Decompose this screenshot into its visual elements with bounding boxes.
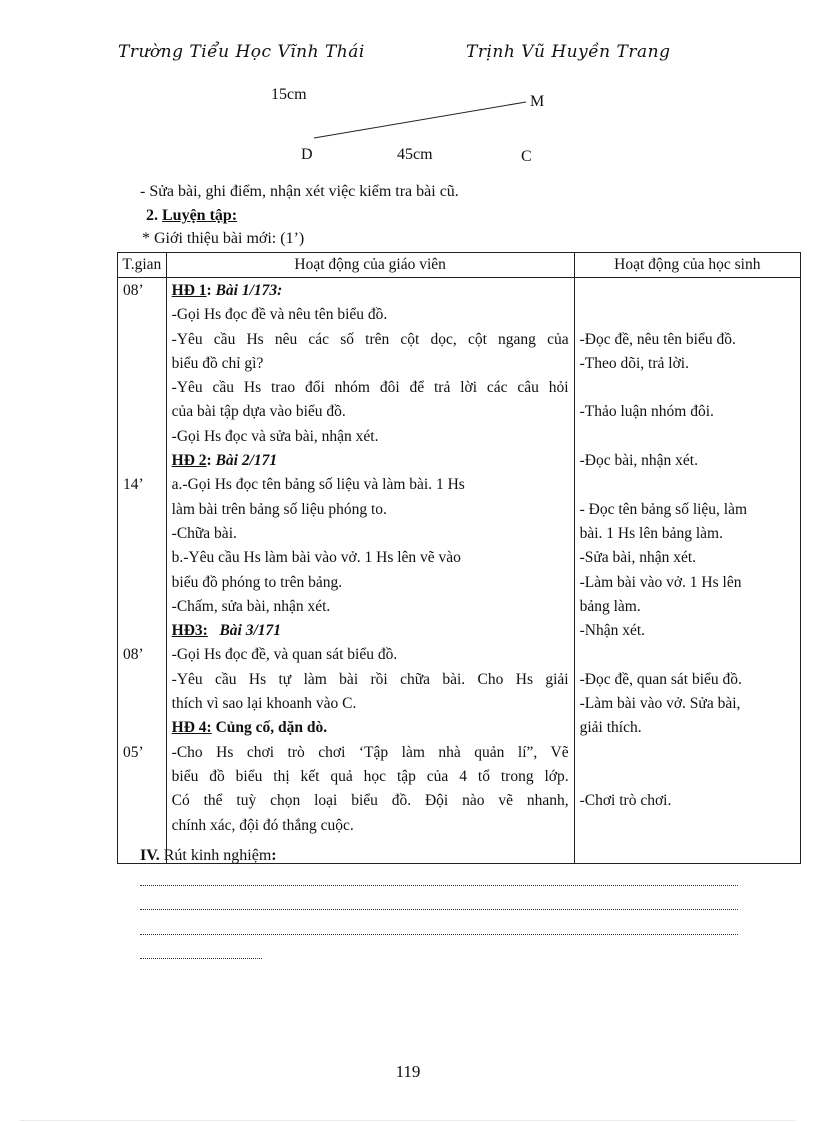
student-line: -Đọc đề, quan sát biểu đồ. bbox=[579, 670, 742, 688]
time-value bbox=[119, 449, 165, 473]
student-line: -Đọc bài, nhận xét. bbox=[579, 452, 698, 470]
teacher-line: chính xác, đội đó thắng cuộc. bbox=[171, 816, 354, 834]
page-bottom-rule bbox=[20, 1120, 796, 1121]
label-c: C bbox=[521, 148, 532, 165]
time-value bbox=[119, 546, 165, 570]
page-number: 119 bbox=[395, 1062, 421, 1081]
student-line bbox=[576, 303, 799, 327]
teacher-line: -Chữa bài. bbox=[171, 524, 237, 542]
activity-4-rest: Củng cố, dặn dò. bbox=[211, 719, 328, 737]
teacher-line: biểu đồ biểu thị kết quả học tập của 4 tổ trong lớp. bbox=[171, 767, 569, 785]
time-value bbox=[119, 400, 165, 424]
activity-1-title bbox=[168, 279, 573, 303]
activity-2-exercise: Bài 2/171 bbox=[215, 452, 278, 470]
school-name: Trường Tiểu Học Vĩnh Thái bbox=[118, 42, 365, 62]
dotted-line bbox=[140, 957, 262, 959]
teacher-line: biểu đồ phóng to trên bảng. bbox=[171, 573, 343, 591]
student-line bbox=[576, 643, 799, 667]
time-value: 08’ bbox=[123, 646, 144, 664]
time-value bbox=[119, 498, 165, 522]
time-value bbox=[119, 595, 165, 619]
student-line: -Nhận xét. bbox=[579, 622, 646, 640]
time-value bbox=[119, 619, 165, 643]
student-line bbox=[576, 814, 799, 838]
time-value bbox=[119, 571, 165, 595]
dotted-line bbox=[140, 933, 738, 935]
teacher-line: -Chấm, sửa bài, nhận xét. bbox=[171, 597, 331, 615]
teacher-line: -Gọi Hs đọc và sửa bài, nhận xét. bbox=[171, 427, 379, 445]
activity-3-title bbox=[168, 619, 573, 643]
teacher-line: -Yêu cầu Hs trao đổi nhóm đôi để trả lời các câu hỏi bbox=[171, 379, 569, 397]
student-line: -Đọc đề, nêu tên biểu đồ. bbox=[579, 330, 736, 348]
student-line: - Đọc tên bảng số liệu, làm bbox=[579, 500, 748, 518]
time-value bbox=[119, 303, 165, 327]
time-value bbox=[119, 716, 165, 740]
student-line bbox=[576, 376, 799, 400]
student-line bbox=[576, 425, 799, 449]
header-teacher: Hoạt động của giáo viên bbox=[166, 253, 574, 278]
time-value bbox=[119, 789, 165, 813]
teacher-line: -Yêu cầu Hs nêu các số trên cột dọc, cột ngang của bbox=[171, 330, 569, 348]
time-value: 05’ bbox=[123, 743, 144, 761]
time-value bbox=[119, 376, 165, 400]
label-15cm: 15cm bbox=[271, 86, 307, 103]
student-line: -Thảo luận nhóm đôi. bbox=[579, 403, 714, 421]
review-line: - Sửa bài, ghi điểm, nhận xét việc kiểm tra bài cũ. bbox=[140, 183, 459, 200]
teacher-line: của bài tập dựa vào biểu đồ. bbox=[171, 403, 346, 421]
student-line: -Làm bài vào vở. Sửa bài, bbox=[579, 695, 741, 713]
teacher-line: thích vì sao lại khoanh vào C. bbox=[171, 695, 357, 713]
activity-2-sep: : bbox=[206, 452, 216, 470]
lesson-table bbox=[117, 252, 801, 864]
rkn-colon: : bbox=[271, 847, 277, 864]
label-m: M bbox=[530, 93, 545, 110]
time-value: 14’ bbox=[123, 476, 144, 494]
student-line: -Theo dõi, trả lời. bbox=[579, 354, 689, 372]
table-body-row bbox=[118, 278, 801, 864]
time-value bbox=[119, 522, 165, 546]
activity-4-title bbox=[168, 716, 573, 740]
teacher-line: -Gọi Hs đọc đề, và quan sát biểu đồ. bbox=[171, 646, 398, 664]
teacher-line: -Gọi Hs đọc đề và nêu tên biểu đồ. bbox=[171, 306, 388, 324]
activity-1-sep: : bbox=[206, 282, 216, 299]
student-line: -Sửa bài, nhận xét. bbox=[579, 549, 697, 567]
teacher-line: biểu đồ chỉ gì? bbox=[171, 354, 264, 372]
student-line bbox=[576, 838, 799, 862]
time-column bbox=[118, 278, 167, 864]
teacher-line: b.-Yêu cầu Hs làm bài vào vở. 1 Hs lên vẽ vào bbox=[171, 549, 461, 567]
student-line: -Làm bài vào vở. 1 Hs lên bbox=[579, 573, 742, 591]
rkn-number: IV. bbox=[140, 847, 160, 864]
time-value bbox=[119, 425, 165, 449]
time-value bbox=[119, 765, 165, 789]
header-time: T.gian bbox=[118, 253, 167, 278]
time-value bbox=[119, 814, 165, 838]
activity-1-label: HĐ 1 bbox=[171, 282, 207, 299]
time-value bbox=[119, 328, 165, 352]
student-line: giải thích. bbox=[579, 719, 642, 737]
student-line bbox=[576, 741, 799, 765]
teacher-line: làm bài trên bảng số liệu phóng to. bbox=[171, 500, 387, 518]
time-value bbox=[119, 668, 165, 692]
student-line: bài. 1 Hs lên bảng làm. bbox=[579, 524, 723, 542]
section-number: 2. bbox=[146, 207, 162, 224]
teacher-line: -Cho Hs chơi trò chơi ‘Tập làm nhà quản lí”, Vẽ bbox=[171, 743, 569, 761]
segment-line bbox=[314, 102, 526, 138]
time-value: 08’ bbox=[123, 282, 144, 299]
teacher-line: -Yêu cầu Hs tự làm bài rồi chữa bài. Cho Hs giải bbox=[171, 670, 569, 688]
time-value bbox=[119, 352, 165, 376]
activity-2-title bbox=[168, 449, 573, 473]
student-column bbox=[574, 278, 800, 864]
activity-3-label: HĐ3: bbox=[171, 622, 208, 640]
table-header-row bbox=[118, 253, 801, 278]
activity-3-exercise: Bài 3/171 bbox=[219, 622, 282, 640]
section-title: Luyện tập: bbox=[162, 207, 238, 224]
teacher-line: a.-Gọi Hs đọc tên bảng số liệu và làm bài. 1 Hs bbox=[171, 476, 465, 494]
teacher-column bbox=[166, 278, 574, 864]
time-value bbox=[119, 692, 165, 716]
rkn-title-text: Rút kinh nghiệm bbox=[159, 847, 272, 864]
rut-kinh-nghiem-title bbox=[140, 847, 277, 865]
label-45cm: 45cm bbox=[397, 146, 433, 163]
student-line bbox=[576, 473, 799, 497]
intro-line: * Giới thiệu bài mới: (1’) bbox=[142, 230, 305, 247]
student-line bbox=[576, 279, 799, 303]
teacher-name: Trịnh Vũ Huyền Trang bbox=[466, 42, 671, 62]
activity-3-sep bbox=[208, 622, 220, 639]
student-line bbox=[576, 765, 799, 789]
student-line: bảng làm. bbox=[579, 597, 641, 615]
segment-diagram bbox=[300, 90, 540, 150]
section-heading bbox=[146, 207, 237, 225]
dotted-line bbox=[140, 884, 738, 886]
activity-1-exercise: Bài 1/173: bbox=[215, 282, 283, 299]
label-d: D bbox=[301, 146, 313, 163]
activity-4-label: HĐ 4: bbox=[171, 719, 212, 737]
teacher-line: Có thể tuỳ chọn loại biểu đồ. Đội nào vẽ nhanh, bbox=[171, 792, 569, 810]
header-student: Hoạt động của học sinh bbox=[574, 253, 800, 278]
student-line: -Chơi trò chơi. bbox=[579, 792, 672, 810]
activity-2-label: HĐ 2 bbox=[171, 452, 207, 470]
dotted-line bbox=[140, 908, 738, 910]
